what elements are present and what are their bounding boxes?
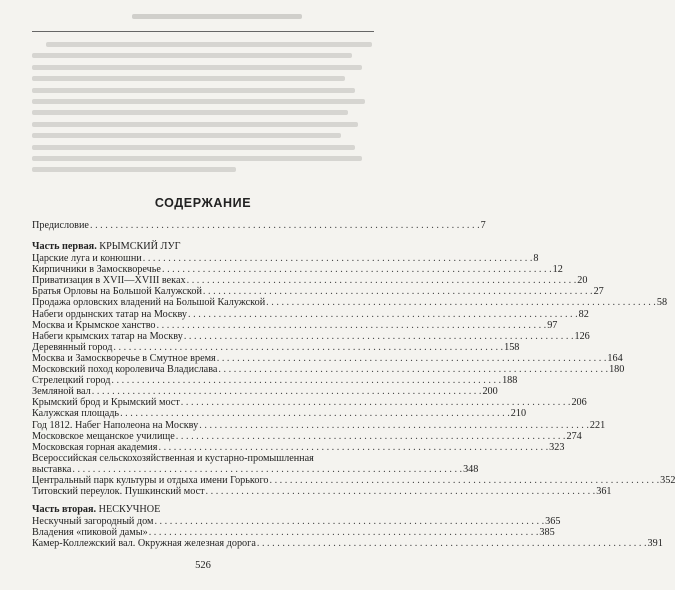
toc-part-heading: [32, 241, 372, 253]
toc-entry-label: Московский поход королевича Владислава: [32, 364, 218, 376]
toc-entry-label: Москва и Крымское ханство: [32, 319, 156, 331]
toc-entry-label: Центральный парк культуры и отдыха имени Горького: [32, 474, 269, 486]
illegible-text-line: [32, 88, 355, 93]
toc-entry-page: 7: [480, 220, 486, 231]
toc-entry-label: Кирпичники в Замоскворечье: [32, 264, 161, 276]
toc-leader-dots: [149, 527, 539, 538]
illegible-text-line: [32, 156, 362, 161]
toc-entry: [32, 486, 612, 498]
illegible-text-line: [32, 145, 355, 150]
toc-preface: [32, 220, 486, 231]
toc-leader-dots: [157, 320, 547, 331]
toc-entry-label: Приватизация в XVII—XVIII веках: [32, 275, 186, 287]
toc-entry-page: 361: [596, 486, 612, 498]
toc-entry-page: 348: [463, 463, 479, 475]
toc-entry: [32, 527, 555, 539]
toc-leader-dots: [113, 342, 503, 353]
toc-entry: [32, 319, 558, 331]
toc-entry-page: 158: [504, 341, 520, 353]
illegible-text-line: [32, 76, 345, 81]
toc-entry-page: 206: [571, 397, 587, 409]
toc-entry: [32, 419, 606, 431]
page-number: 526: [195, 560, 211, 571]
toc-entry-label-continuation: выставка: [32, 463, 72, 475]
toc-entry-page: 323: [549, 441, 565, 453]
toc-part-name: КРЫМСКИЙ ЛУГ: [99, 241, 181, 253]
toc-leader-dots: [188, 309, 578, 320]
toc-leader-dots: [92, 386, 482, 397]
toc-leader-dots: [120, 408, 510, 419]
toc-leader-dots: [154, 516, 544, 527]
toc-entry-label: Братья Орловы на Большой Калужской: [32, 286, 202, 298]
toc-parts: [32, 241, 675, 550]
toc-entry: [32, 253, 539, 265]
toc-entry-label: Стрелецкий город: [32, 375, 111, 387]
toc-entry: [32, 441, 565, 453]
toc-entry: [32, 386, 498, 398]
toc-part-prefix: Часть первая.: [32, 241, 100, 253]
toc-entry: [32, 474, 675, 486]
illegible-text-line: [32, 133, 341, 138]
toc-part: [32, 241, 675, 498]
illegible-text-line: [32, 110, 348, 115]
toc-entry: [32, 430, 582, 442]
toc-entry-page: 365: [545, 516, 561, 528]
illegible-text-line: [32, 122, 358, 127]
toc-entry-label: Калужская площадь: [32, 408, 120, 420]
toc-title: СОДЕРЖАНИЕ: [154, 196, 252, 210]
toc-entry-page: 188: [502, 375, 518, 387]
toc-entry: [32, 330, 590, 342]
toc-leader-dots: [187, 275, 577, 286]
toc-entry-page: 352: [660, 474, 675, 486]
toc-part-heading: [32, 504, 372, 516]
toc-entry-label: Год 1812. Набег Наполеона на Москву: [32, 419, 199, 431]
illegible-text-line: [32, 99, 365, 104]
toc-entry: [32, 538, 663, 550]
toc-entry-label: Земляной вал: [32, 386, 91, 398]
toc-leader-dots: [176, 431, 566, 442]
toc-entry-label: Нескучный загородный дом: [32, 516, 154, 528]
toc-entry-page: 200: [482, 386, 498, 398]
running-header: [32, 6, 374, 24]
toc-entry-label: Титовский переулок. Пушкинский мост: [32, 486, 205, 498]
toc-entry: [32, 341, 520, 353]
toc-entry-label: Предисловие: [32, 220, 89, 231]
toc-leader-dots: [257, 538, 647, 549]
toc-leader-dots: [162, 264, 552, 275]
illegible-text-line: [32, 167, 236, 172]
illegible-text-line: [32, 53, 352, 58]
toc-entry-page: 221: [589, 419, 606, 431]
toc-entry-label: Московское мещанское училище: [32, 430, 175, 442]
toc-entry-page: 97: [547, 319, 558, 331]
toc-part-name: НЕСКУЧНОЕ: [98, 504, 161, 516]
toc-entry: [32, 408, 527, 420]
toc-leader-dots: [199, 420, 589, 431]
toc-entry: [32, 516, 561, 528]
toc-entry-label: Камер-Коллежский вал. Окружная железная дорога: [32, 538, 256, 550]
toc-entry-page: 274: [566, 430, 582, 442]
toc-entry-page: 82: [578, 308, 589, 320]
toc-entry: [32, 275, 588, 287]
toc-entry-page: 27: [593, 286, 604, 298]
toc-leader-dots: [266, 297, 656, 308]
toc-entry-page: 8: [533, 253, 539, 265]
toc-entry-label: Набеги ордынских татар на Москву: [32, 308, 187, 320]
toc-entry-page: 180: [609, 364, 625, 376]
toc-entry: [32, 264, 563, 276]
toc-entry-label: Деревянный город: [32, 341, 113, 353]
toc-part-prefix: Часть вторая.: [32, 504, 99, 516]
toc-leader-dots: [184, 331, 574, 342]
toc-entry-page: 164: [607, 352, 623, 364]
toc-entry-page: 391: [647, 538, 663, 550]
toc-leader-dots: [217, 353, 607, 364]
toc-leader-dots: [72, 464, 462, 475]
toc-leader-dots: [206, 486, 596, 497]
toc-entry-page: 58: [656, 297, 668, 309]
header-rule: [32, 31, 374, 32]
toc-entry: [32, 397, 587, 409]
toc-entry-page: 20: [577, 275, 588, 287]
toc-entry: [32, 297, 668, 309]
toc-leader-dots: [218, 364, 608, 375]
toc-entry-label: Москва и Замоскворечье в Смутное время: [32, 352, 216, 364]
toc-entry: [32, 463, 479, 475]
toc-entry-label: Царские луга и конюшни: [32, 253, 142, 265]
toc-entry-label: Крымский брод и Крымский мост: [32, 397, 180, 409]
toc-entry-label: Владения «пиковой дамы»: [32, 527, 148, 539]
toc-leader-dots: [181, 397, 571, 408]
toc-entry-label: Московская горная академия: [32, 441, 158, 453]
toc-entry: [32, 352, 623, 364]
toc-leader-dots: [203, 286, 593, 297]
toc-entry-page: 210: [510, 408, 527, 420]
toc-entry-page: 126: [574, 330, 590, 342]
toc-entry-label: Всероссийская сельскохозяйственная и кустарно-промышленная: [32, 452, 314, 464]
toc-leader-dots: [158, 442, 548, 453]
toc-entry-page: 385: [539, 527, 555, 539]
running-header-text-illegible: [132, 14, 302, 19]
toc-entry-label: Набеги крымских татар на Москву: [32, 330, 183, 342]
toc-leader-dots: [269, 475, 659, 486]
toc-entry: [32, 286, 604, 298]
toc-leader-dots: [143, 253, 533, 264]
toc-entry: [32, 375, 518, 387]
toc-entry-page: 12: [552, 264, 563, 276]
toc-part: [32, 504, 663, 550]
toc-leader-dots: [90, 220, 480, 231]
table-of-contents: [32, 220, 675, 556]
toc-entry: [32, 364, 625, 376]
toc-entry-label: Продажа орловских владений на Большой Калужской: [32, 297, 266, 309]
illegible-text-line: [46, 42, 372, 47]
illegible-text-line: [32, 65, 362, 70]
toc-leader-dots: [111, 375, 501, 386]
toc-entry: [32, 308, 589, 320]
previous-text-block-illegible: [32, 40, 372, 178]
